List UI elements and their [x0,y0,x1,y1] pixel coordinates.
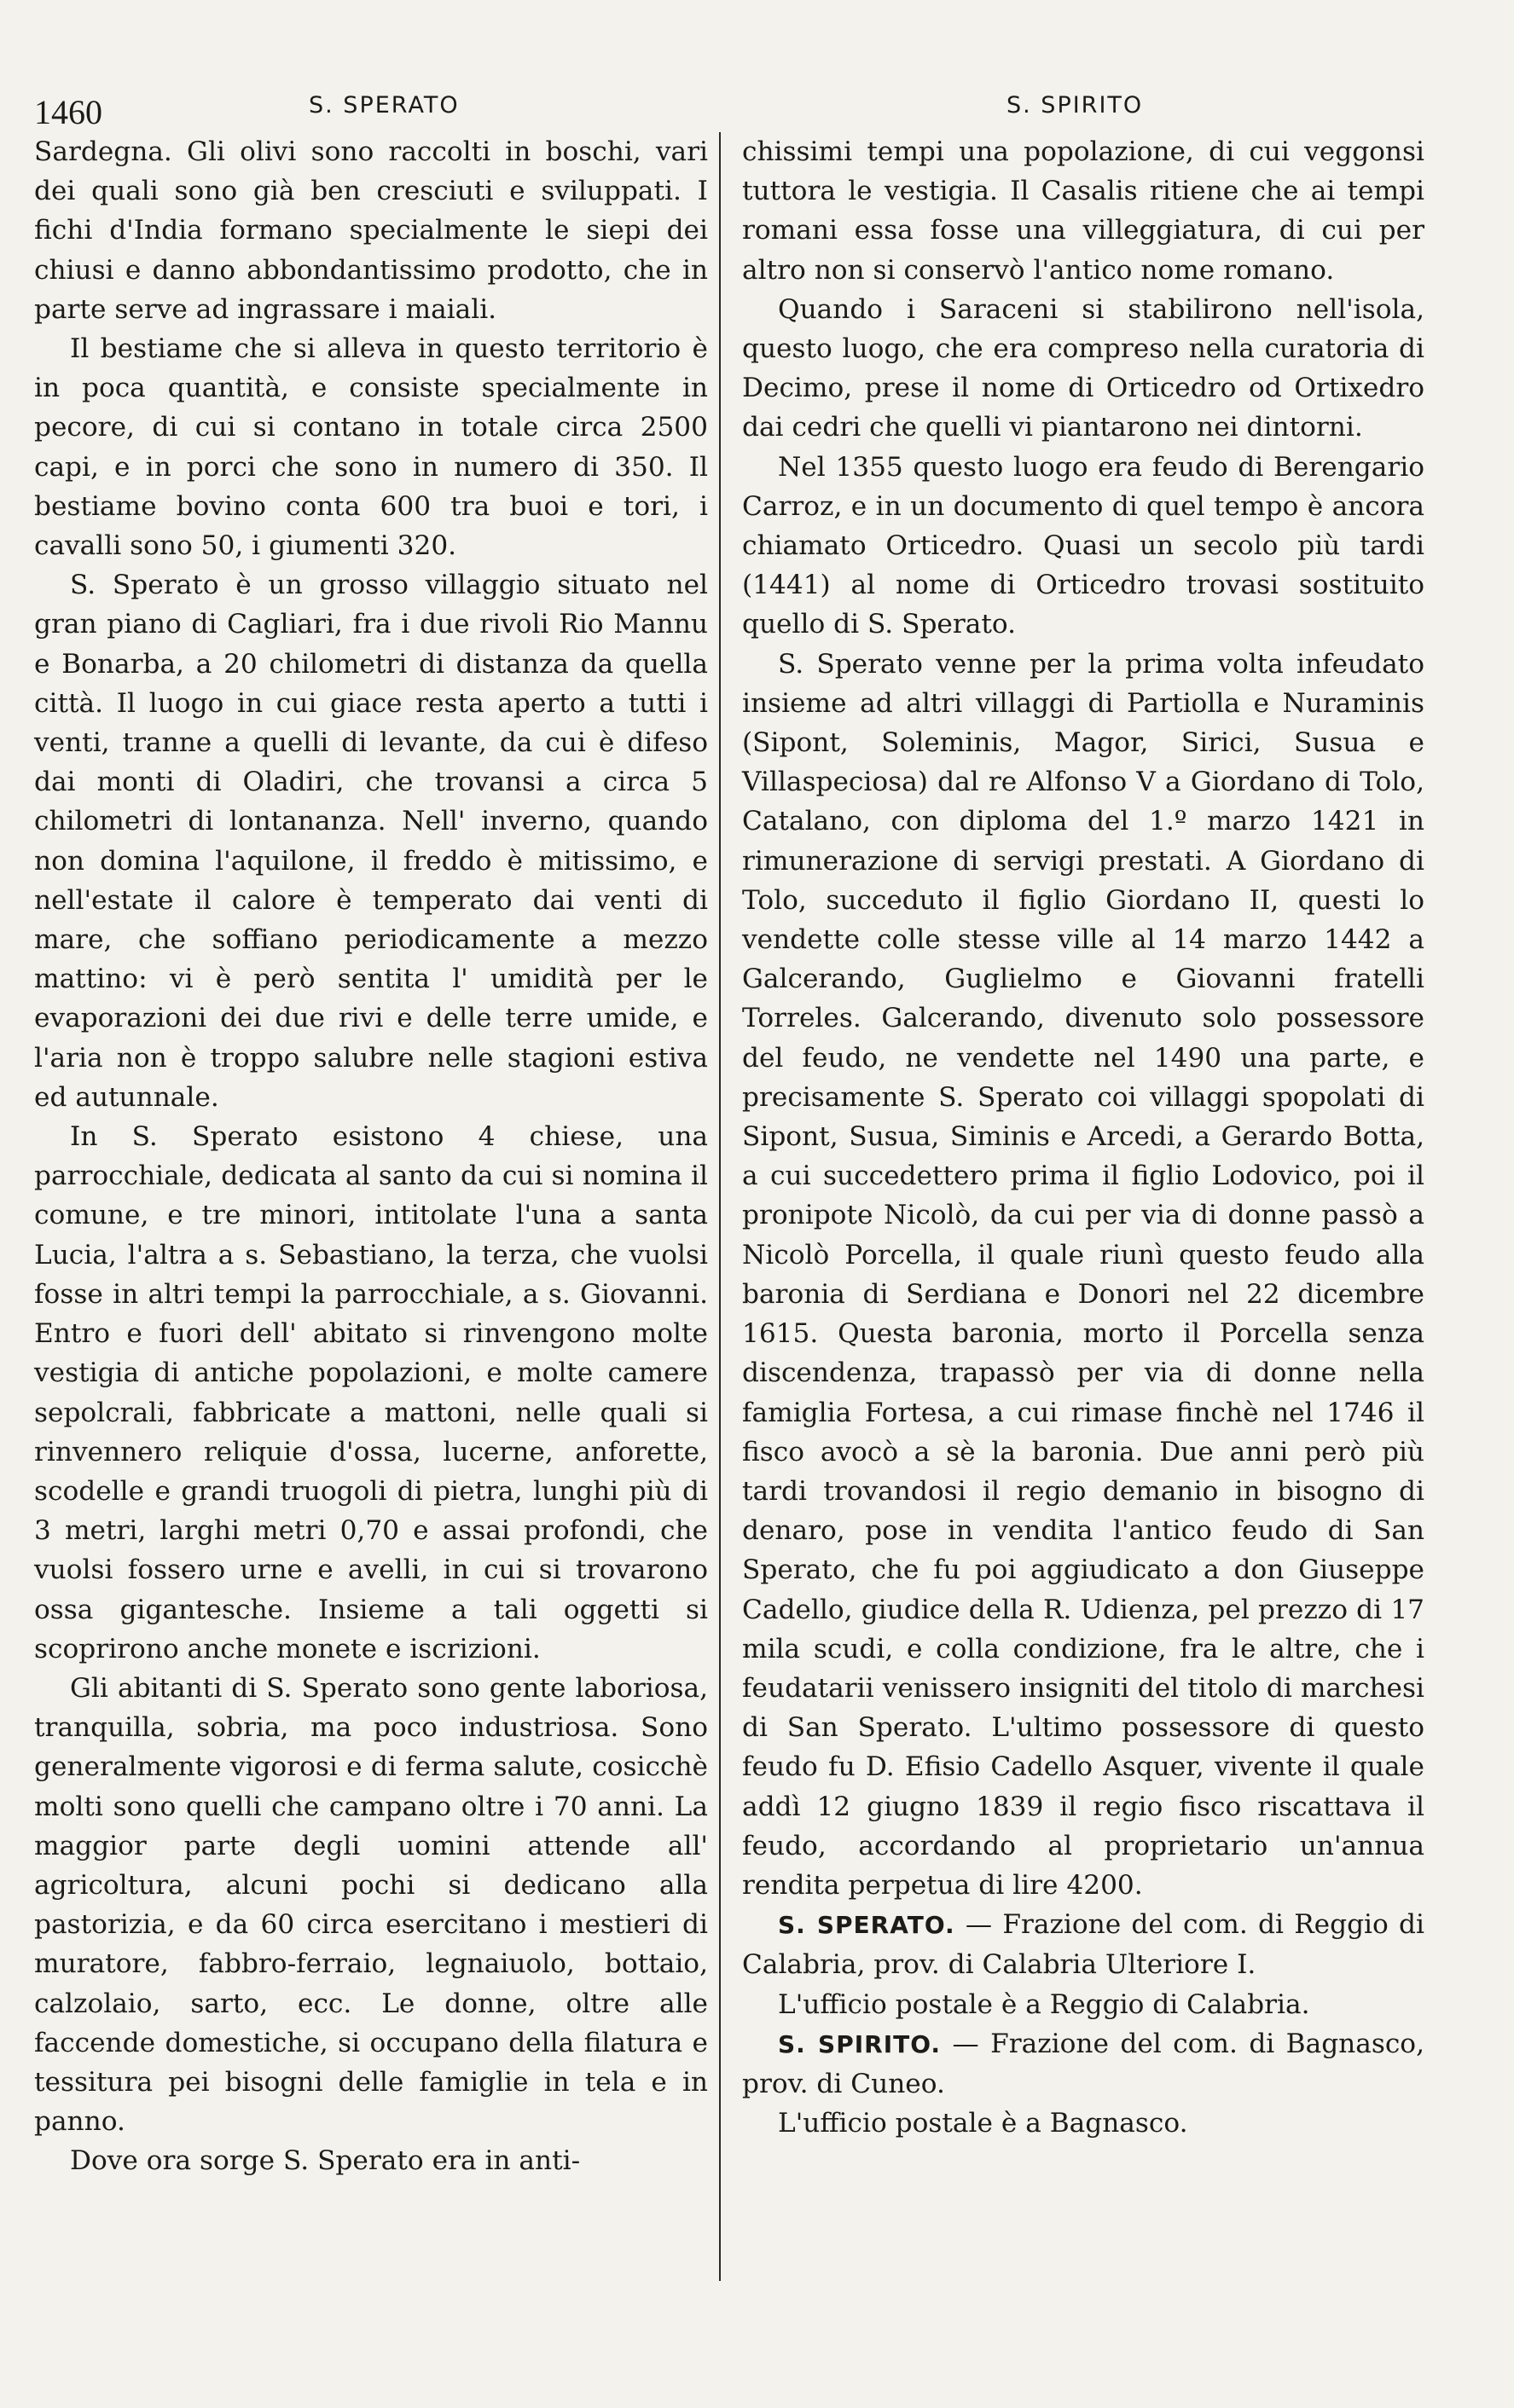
entry-note: L'ufficio postale è a Bagnasco. [778,2108,1188,2139]
left-paragraph: Dove ora sorge S. Sperato era in anti- [70,2145,581,2177]
right-paragraph: Quando i Saraceni si stabilirono nell'isola, questo luogo, che era compreso nella curatoria di Decimo, prese il nome di Orticedro od Ortixedro dai cedri che quelli vi piantarono nei dintorni. [742,293,1424,443]
right-paragraph: S. Sperato venne per la prima volta infeudato insieme ad altri villaggi di Partiolla e Nuraminis (Sipont, Soleminis, Magor, Sirici, Susua e Villaspeciosa) dal re Alfonso V a Giordano di Tolo, Catalano, con diploma del 1.º marzo 1421 in rimunerazione di servigi prestati. A Giordano di Tolo, succeduto il figlio Giordano II, questi lo vendette colle stesse ville al 14 marzo 1442 a Galcerando, Guglielmo e Giovanni fratelli Torreles. Galcerando, divenuto solo possessore del feudo, ne vendette nel 1490 una parte, e precisamente S. Sperato coi villaggi spopolati di Sipont, Susua, Siminis e Arcedi, a Gerardo Botta, a cui succedettero prima il figlio Lodovico, poi il pronipote Nicolò, da cui per via di donne passò a Nicolò Porcella, il quale riunì questo feudo alla baronia di Serdiana e Donori nel 22 dicembre 1615. Questa baronia, morto il Porcella senza discendenza, trapassò per via di donne nella famiglia Fortesa, a cui rimase finchè nel 1746 il fisco avocò a sè la baronia. Due anni però più tardi trovandosi il regio demanio in bisogno di denaro, pose in vendita l'antico feudo di San Sperato, che fu poi aggiudicato a don Giuseppe Cadello, giudice della R. Udienza, pel prezzo di 17 mila scudi, e colla condizione, fra le altre, che i feudatarii venissero insigniti del titolo di marchesi di San Sperato. L'ultimo possessore di questo feudo fu D. Efisio Cadello Asquer, vivente il quale addì 12 giugno 1839 il regio fisco riscattava il feudo, accordando al proprietario un'annua rendita perpetua di lire 4200. [742,648,1424,1901]
right-column [742,132,1424,2143]
entry-s-sperato [742,1905,1424,1984]
left-paragraph: Sardegna. Gli olivi sono raccolti in boschi, vari dei quali sono già ben cresciuti e sviluppati. I fichi d'India formano specialmente le siepi dei chiusi e danno abbondantissimo prodotto, che in parte serve ad ingrassare i maiali. [34,136,708,325]
left-running-title: S. SPERATO [309,92,460,119]
right-paragraph: chissimi tempi una popolazione, di cui veggonsi tuttora le vestigia. Il Casalis ritiene che ai tempi romani essa fosse una villeggiatura, di cui per altro non si conservò l'antico nome romano. [742,136,1424,286]
entry-text: — Frazione del com. di Reggio di Calabria, prov. di Calabria Ulteriore I. [742,1909,1424,1981]
column-divider [719,132,721,2281]
left-column [34,132,708,2181]
left-paragraph: Il bestiame che si alleva in questo territorio è in poca quantità, e consiste specialmente in pecore, di cui si contano in totale circa 2500 capi, e in porci che sono in numero di 350. Il bestiame bovino conta 600 tra buoi e tori, i cavalli sono 50, i giumenti 320. [34,333,708,562]
entry-note: L'ufficio postale è a Reggio di Calabria. [778,1988,1310,2020]
entry-s-spirito [742,2024,1424,2104]
page-number: 1460 [34,93,102,131]
entry-text: — Frazione del com. di Bagnasco, prov. di Cuneo. [742,2028,1424,2099]
entry-heading: S. SPERATO. [778,1911,955,1940]
right-running-title: S. SPIRITO [1006,92,1144,119]
left-paragraph: Gli abitanti di S. Sperato sono gente laboriosa, tranquilla, sobria, ma poco industriosa. Sono generalmente vigorosi e di ferma salute, cosicchè molti sono quelli che campano oltre i 70 anni. La maggior parte degli uomini attende all' agricoltura, alcuni pochi si dedicano alla pastorizia, e da 60 circa esercitano i mestieri di muratore, fabbro-ferraio, legnaiuolo, bottaio, calzolaio, sarto, ecc. Le donne, oltre alle faccende domestiche, si occupano della filatura e tessitura pei bisogni delle famiglie in tela e in panno. [34,1672,708,2138]
left-paragraph: S. Sperato è un grosso villaggio situato nel gran piano di Cagliari, fra i due rivoli Rio Mannu e Bonarba, a 20 chilometri di distanza da quella città. Il luogo in cui giace resta aperto a tutti i venti, tranne a quelli di levante, da cui è difeso dai monti di Oladiri, che trovansi a circa 5 chilometri di lontananza. Nell' inverno, quando non domina l'aquilone, il freddo è mitissimo, e nell'estate il calore è temperato dai venti di mare, che soffiano periodicamente a mezzo mattino: vi è però sentita l' umidità per le evaporazioni dei due rivi e delle terre umide, e l'aria non è troppo salubre nelle stagioni estiva ed autunnale. [34,570,708,1113]
entry-heading: S. SPIRITO. [778,2029,942,2058]
left-paragraph: In S. Sperato esistono 4 chiese, una parrocchiale, dedicata al santo da cui si nomina il comune, e tre minori, intitolate l'una a santa Lucia, l'altra a s. Sebastiano, la terza, che vuolsi fosse in altri tempi la parrocchiale, a s. Giovanni. Entro e fuori dell' abitato si rinvengono molte vestigia di antiche popolazioni, e molte camere sepolcrali, fabbricate a mattoni, nelle quali si rinvennero reliquie d'ossa, lucerne, anforette, scodelle e grandi truogoli di pietra, lunghi più di 3 metri, larghi metri 0,70 e assai profondi, che vuolsi fossero urne e avelli, in cui si trovarono ossa gigantesche. Insieme a tali oggetti si scoprirono anche monete e iscrizioni. [34,1121,708,1664]
right-paragraph: Nel 1355 questo luogo era feudo di Berengario Carroz, e in un documento di quel tempo è ancora chiamato Orticedro. Quasi un secolo più tardi (1441) al nome di Orticedro trovasi sostituito quello di S. Sperato. [742,451,1424,640]
